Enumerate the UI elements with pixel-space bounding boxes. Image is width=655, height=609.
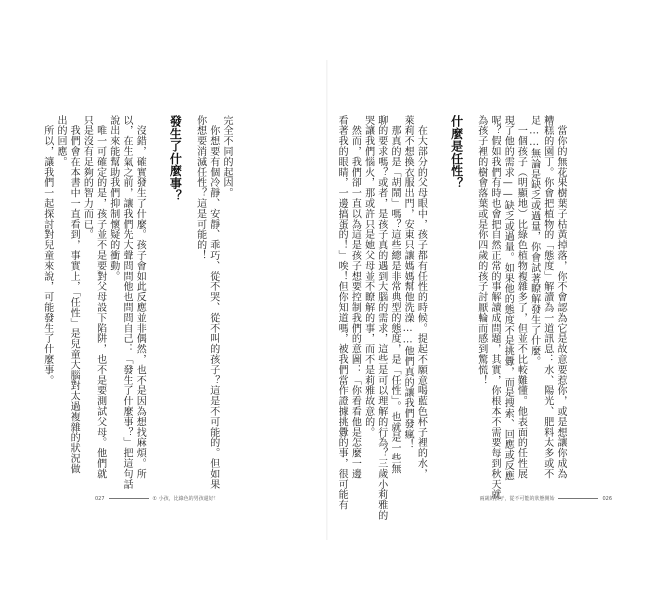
- paragraph: 所以，讓我們一起探討對兒童來說，可能發生了什麼事。: [41, 115, 53, 386]
- folio-rule: [109, 498, 149, 499]
- right-folio: [479, 495, 612, 502]
- paragraph: 唯一可確定的是，孩子並不是要對父母設下陷阱，也不是要測試父母。他們就: [94, 115, 106, 479]
- left-page: [0, 0, 327, 609]
- right-page: [328, 0, 655, 609]
- paragraph: 聊的要求嗎？或者，是孩子真的遇到大腦的需求，這些是可以理解的行為？三歲小莉雅的: [375, 115, 387, 521]
- section-heading: 什麼是任性？: [449, 115, 464, 190]
- section-spacer: [427, 115, 439, 490]
- paragraph: 沒錯，確實發生了什麼。孩子會如此反應並非偶然，也不是因為想找麻煩。所: [134, 115, 146, 479]
- running-head: ① 小孩，比綠色的男孩還好！: [152, 496, 219, 502]
- paragraph: 當你的無花果樹葉子枯黃掉落，你不會認為它是故意要惹你，或是想讓你成為: [555, 115, 566, 479]
- paragraph: 在大部分的父母眼中，孩子都有任性的時候。提起不願意喝藍色杯子裡的水，: [415, 115, 427, 479]
- page-number: 027: [95, 495, 105, 502]
- paragraph: 只是沒有足夠的智力而已。: [81, 115, 93, 240]
- paragraph: 我們會在本書中一直看到，事實上，「任性」是兒童大腦對太過複雜的狀況做: [68, 115, 80, 474]
- paragraph: 現了他的需求——缺乏或過量。如果他的態度不是挑釁，而是搜索、回應或反應: [502, 115, 514, 481]
- paragraph: 說出來能幫助我們抑制懷疑的衝動。: [107, 115, 119, 282]
- paragraph: 你想要有個冷靜、安靜、乖巧、從不哭、從不叫的孩子？這是不可能的。但如果: [207, 115, 219, 490]
- paragraph: 完全不同的起因。: [221, 115, 232, 199]
- paragraph: 足……無論是缺乏或過量，你會試著瞭解發生了什麼。: [528, 115, 540, 367]
- left-page-body: [13, 115, 233, 490]
- paragraph: 呢？假如我們有時也會把自然正常的事解讀成問題，其實，你根本不需要每到秋天就: [488, 115, 500, 500]
- paragraph: 萊莉不想換衣服出門，安東只讓媽媽幫他洗澡……他們真的讓我們發瘋！: [402, 115, 414, 450]
- paragraph: 為孩子裡的樹會落葉或是你四歲的孩子討厭輪而感到驚慌！: [475, 115, 487, 386]
- section-heading: 發生了什麼事？: [168, 115, 183, 202]
- paragraph: 出的回應。: [54, 115, 66, 167]
- paragraph: 一個孩子（明顯地）比綠色植物複雜多了，但並不比較難懂。他表面的任性展: [515, 115, 527, 479]
- paragraph: 糟糕的園丁。你會把植物的「態度」解讀為一道訊息：水、陽光、肥料太多或不: [541, 115, 553, 479]
- paragraph: 看著我的眼睛，一邊搞蛋的！」唉！但你知道嗎，被我們當作證據挑釁的事，很可能有: [336, 115, 348, 511]
- section-spacer: [463, 115, 475, 490]
- section-spacer: [181, 115, 193, 490]
- paragraph: 你想要消滅任性？這是可能的！: [194, 115, 206, 261]
- running-head: 兩歲的孩子，從不可能的狀態開始: [479, 496, 555, 502]
- paragraph: 哭讓我們惱火，那或許只是她父母並不瞭解的事，而不是莉雅故意的。: [362, 115, 374, 438]
- left-folio: [95, 495, 219, 502]
- section-spacer: [146, 115, 158, 490]
- paragraph: 那真的是「胡鬧」嗎？這些總是非常典型的態度，是「任性」。也就是一些無: [388, 115, 400, 474]
- paragraph: 以，在生氣之前，讓我們先大聲問問他也問問自己：「發生了什麼事？」把這句話: [120, 115, 132, 490]
- paragraph: 然而，我們卻一直以為這是孩子想要控制我們的意圖：「你看看他是怎麼一邊: [349, 115, 361, 479]
- folio-rule: [558, 498, 598, 499]
- page-number: 026: [602, 495, 612, 502]
